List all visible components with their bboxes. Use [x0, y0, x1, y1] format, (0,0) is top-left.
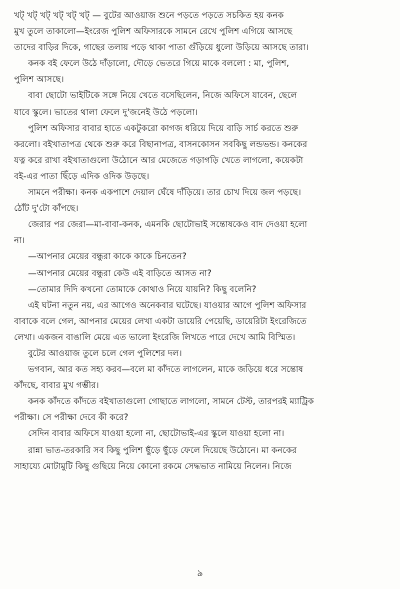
text-line: জেরার পর জেরা—মা-বাবা-কনক, এমনকি ছোটোভাই সন্তোষকেও বাদ দেওয়া হলো: [28, 220, 308, 231]
text-line: কনক বই ফেলে উঠে দাঁড়ালো, দৌড়ে ভেতরে গিয়ে মাকে বললো : মা, পুলিশ,: [28, 59, 290, 70]
text-line: ঠোঁট দু'টো কাঁপছে।: [14, 204, 79, 215]
text-line: সাহায্যে মোটামুটি কিছু গুছিয়ে নিয়ে কোনো রকমে সেদ্ধভাত নামিয়ে নিলেন। নিজে: [14, 461, 292, 472]
text-line: লেখা। একজন বাঙালি মেয়ে এত ভালো ইংরেজি লিখতে পারে দেখে আমি বিস্মিত।: [14, 332, 296, 343]
text-line: বাবাকে বলে গেল, আপনার মেয়ের লেখা একটা ডায়েরি পেয়েছি, ডায়েরিটা ইংরেজিতে: [14, 316, 307, 327]
page-number: ৯: [197, 569, 203, 579]
text-line: মুখ তুলে তাকালো—ইংরেজ পুলিশ অফিসারকে সামনে রেখে পুলিশ এগিয়ে আসছে: [14, 27, 293, 38]
text-line: —তোমার দিদি কখনো তোমাকে কোথাও নিয়ে যায়নি? কিছু বলেনি?: [28, 284, 257, 295]
text-line: সেদিন বাবার অফিসে যাওয়া হলো না, ছোটোভাই-এর স্কুলে যাওয়া হলো না।: [28, 429, 285, 440]
text-line: পুলিশ অফিসার বাবার হাতে একটুকরো কাগজ ধরিয়ে দিয়ে বাড়ি সার্চ করতে শুরু: [28, 123, 299, 134]
text-line: বাবা ছোটো ভাইটিকে সঙ্গে নিয়ে খেতে বসেছিলেন, নিজে অফিসে যাবেন, ছেলে: [28, 91, 298, 102]
text-line: ভগবান, আর কত সহ্য করব—বলে মা কাঁদতে লাগলেন, মাকে জড়িয়ে ধরে সন্তোষ: [28, 365, 304, 376]
text-line: —আপনার মেয়ের বন্ধুরা কাকে কাকে চিনতেন?: [28, 252, 187, 263]
text-line: রান্না ভাত-তরকারি সব কিছু পুলিশ ছুঁড়ে ছুঁড়ে ফেলে দিয়েছে উঠোনে। মা কনকের: [28, 445, 297, 456]
text-line: সামনে পরীক্ষা। কনক একপাশে দেয়াল ঘেঁষে দাঁড়িয়ে। তার চোখ দিয়ে জল পড়ছে।: [28, 188, 302, 199]
text-line: করলো। বইখাতাপত্র থেকে শুরু করে বিছানাপত্র, বাসনকোসন সবকিছু লন্ডভন্ড। কনকের: [14, 139, 308, 150]
text-line: যত্ন করে রাখা বইখাতাগুলো উঠোনে আর মেজেতে গড়াগড়ি খেতে লাগলো, কয়েকটা: [14, 155, 304, 166]
text-line: বই-এর পাতা ছিঁড়ে এদিক ওদিক উড়ছে।: [14, 171, 150, 182]
text-line: —আপনার মেয়ের বন্ধুরা কেউ এই বাড়িতে আসত না?: [28, 268, 212, 279]
text-line: এই ঘটনা নতুন নয়, এর আগেও অনেকবার ঘটেছে। যাওয়ার আগে পুলিশ অফিসার: [28, 300, 307, 311]
text-line: বুটের আওয়াজ তুলে চলে গেল পুলিশের দল।: [28, 348, 182, 359]
text-line: খট্ খট্ খট্ খট্ খট্ খট্ — বুটের আওয়াজ শুনে পড়তে পড়তে সচকিত হয় কনক: [14, 11, 284, 21]
text-line: কাঁদছে, বাবার মুখ গম্ভীর।: [14, 381, 99, 392]
text-line: না।: [14, 236, 25, 247]
text-line: যাবে স্কুলে। ভাতের থালা ফেলে দু'জনেই উঠে পড়লো।: [14, 107, 198, 118]
text-line: তাদের বাড়ির দিকে, গাছের তলায় পড়ে থাকা পাতা গুঁড়িয়ে ধুলো উড়িয়ে আসছে তারা।: [14, 43, 309, 54]
body-text: [14, 8, 390, 475]
text-line: পুলিশ আসছে।: [14, 75, 64, 86]
text-line: পরীক্ষা। সে পরীক্ষা দেবে কী করে?: [14, 413, 129, 424]
text-line: কনক কাঁদতে কাঁদতে বইখাতাগুলো গোছাতে লাগলো, সামনে টেস্ট, তারপরই ম্যাট্রিক: [28, 397, 314, 408]
